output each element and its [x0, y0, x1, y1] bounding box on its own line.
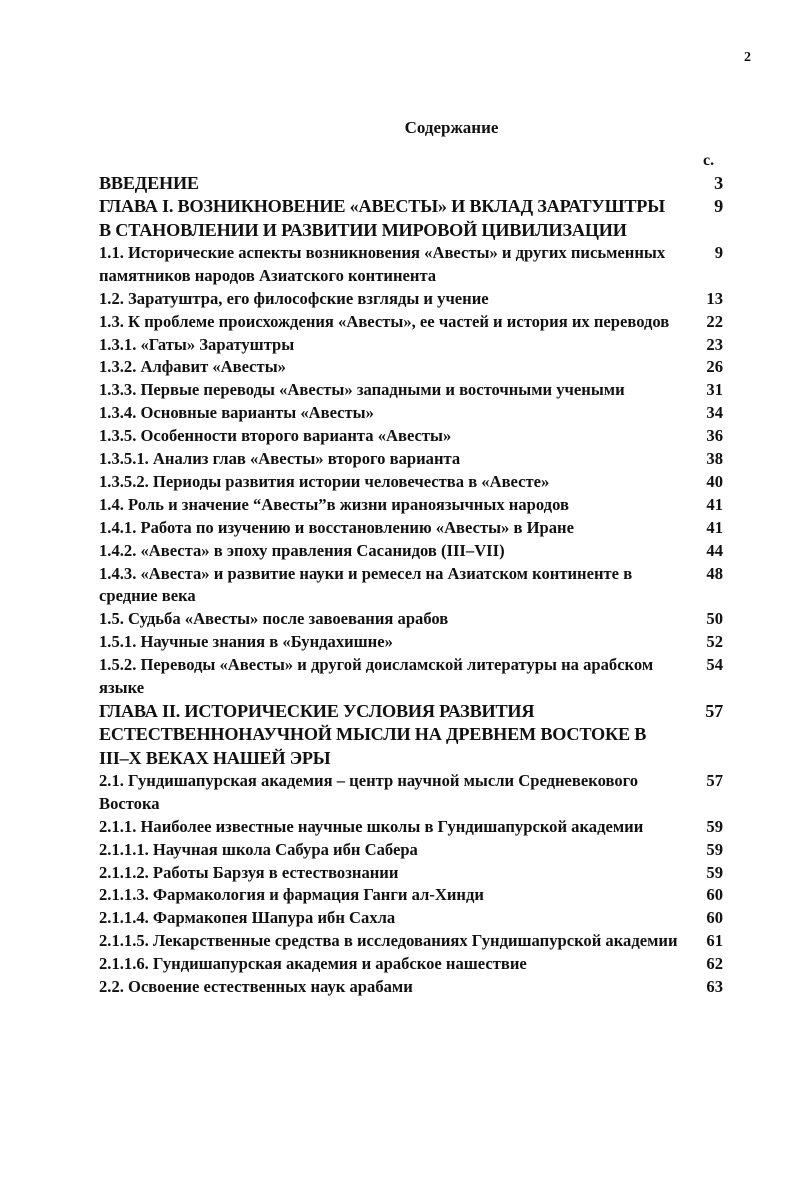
toc-entry [99, 930, 723, 953]
toc-entry [99, 471, 723, 494]
toc-entry [99, 839, 723, 862]
toc-entry-title: ГЛАВА II. ИСТОРИЧЕСКИЕ УСЛОВИЯ РАЗВИТИЯ ЕСТЕСТВЕННОНАУЧНОЙ МЫСЛИ НА ДРЕВНЕМ ВОСТОКЕ В III–X ВЕКАХ НАШЕЙ ЭРЫ [99, 701, 647, 768]
toc-entry [99, 608, 723, 631]
toc-entry [99, 311, 723, 334]
toc-entry [99, 770, 723, 816]
toc-entry [99, 517, 723, 540]
toc-entry-page: 59 [706, 839, 723, 859]
toc-entry-page: 60 [706, 908, 723, 928]
toc-entry-title: 1.2. Заратуштра, его философские взгляды и учение [99, 288, 489, 308]
toc-entry-title: 1.5. Судьба «Авесты» после завоевания арабов [99, 609, 449, 629]
toc-entry-title: 1.3.5.1. Анализ глав «Авесты» второго варианта [99, 449, 461, 469]
toc-entry-page: 60 [706, 885, 723, 905]
toc-entry-page: 52 [706, 632, 723, 652]
toc-entry-title: 1.3.5.2. Периоды развития истории человечества в «Авесте» [99, 471, 550, 491]
toc-entry [99, 494, 723, 517]
toc-entry-page: 26 [706, 357, 723, 377]
toc-entry [99, 334, 723, 357]
toc-entry-page: 36 [706, 426, 723, 446]
toc-entry-title: 2.1. Гундишапурская академия – центр научной мысли Средневекового Востока [99, 770, 639, 813]
toc-entry [99, 288, 723, 311]
toc-entry-page: 44 [706, 540, 723, 560]
page-title: Содержание [404, 118, 499, 137]
toc-entry-page: 40 [706, 471, 723, 491]
toc-entry-page: 22 [706, 311, 723, 331]
toc-entry-page: 13 [706, 288, 723, 308]
toc-chapter-entry [99, 700, 723, 770]
toc-entry-title: 2.1.1.3. Фармакология и фармация Ганги ал-Хинди [99, 885, 484, 905]
toc-entry-page: 59 [706, 862, 723, 882]
toc-entry-page: 41 [706, 517, 723, 537]
toc-entry-title: 1.4. Роль и значение “Авесты”в жизни ираноязычных народов [99, 494, 569, 514]
toc-entry-title: 1.4.2. «Авеста» в эпоху правления Сасанидов (III–VII) [99, 540, 505, 560]
table-of-contents [99, 172, 723, 999]
toc-entry [99, 976, 723, 999]
toc-entry [99, 356, 723, 379]
toc-entry [99, 448, 723, 471]
toc-entry-page: 63 [706, 977, 723, 997]
toc-entry-page: 61 [706, 931, 723, 951]
toc-entry-title: 1.5.1. Научные знания в «Бундахишне» [99, 632, 393, 652]
toc-entry-title: 1.3.1. «Гаты» Заратуштры [99, 334, 295, 354]
page-column-header: с. [703, 152, 715, 169]
toc-chapter-entry [99, 172, 723, 195]
toc-entry-page: 9 [714, 196, 723, 217]
toc-entry [99, 862, 723, 885]
toc-entry-title: 1.3.2. Алфавит «Авесты» [99, 357, 286, 377]
toc-entry-title: 1.1. Исторические аспекты возникновения «Авесты» и других письменных памятников народов Азиатского континента [99, 242, 666, 285]
toc-entry-page: 3 [714, 173, 723, 193]
toc-entry [99, 953, 723, 976]
toc-entry-title: 2.1.1.6. Гундишапурская академия и арабское нашествие [99, 954, 527, 974]
toc-entry [99, 816, 723, 839]
toc-entry-title: 1.3. К проблеме происхождения «Авесты», ее частей и история их переводов [99, 311, 670, 331]
toc-entry [99, 884, 723, 907]
toc-entry-title: 1.4.3. «Авеста» и развитие науки и ремесел на Азиатском континенте в средние века [99, 563, 633, 606]
toc-entry-page: 38 [706, 449, 723, 469]
toc-entry [99, 242, 723, 288]
toc-entry-page: 41 [706, 494, 723, 514]
toc-entry-page: 54 [706, 655, 723, 675]
toc-entry-title: 1.3.4. Основные варианты «Авесты» [99, 403, 374, 423]
toc-entry [99, 654, 723, 700]
toc-entry-page: 9 [714, 242, 723, 262]
toc-entry [99, 379, 723, 402]
toc-entry-title: 1.5.2. Переводы «Авесты» и другой доисламской литературы на арабском языке [99, 655, 654, 698]
toc-entry-title: 2.1.1. Наиболее известные научные школы в Гундишапурской академии [99, 816, 644, 836]
toc-entry [99, 907, 723, 930]
toc-entry-title: 2.1.1.5. Лекарственные средства в исследованиях Гундишапурской академии [99, 931, 678, 951]
toc-entry-title: 2.1.1.2. Работы Барзуя в естествознании [99, 862, 399, 882]
toc-entry-title: ГЛАВА I. ВОЗНИКНОВЕНИЕ «АВЕСТЫ» И ВКЛАД ЗАРАТУШТРЫ В СТАНОВЛЕНИИ И РАЗВИТИИ МИРОВОЙ ЦИВИЛИЗАЦИИ [99, 196, 665, 240]
toc-entry [99, 563, 723, 609]
toc-entry-page: 31 [706, 380, 723, 400]
toc-entry-title: ВВЕДЕНИЕ [99, 173, 199, 193]
toc-chapter-entry [99, 195, 723, 242]
toc-entry [99, 540, 723, 563]
toc-entry-page: 59 [706, 816, 723, 836]
toc-entry-page: 48 [706, 563, 723, 583]
toc-entry-title: 2.2. Освоение естественных наук арабами [99, 977, 413, 997]
toc-entry-title: 1.4.1. Работа по изучению и восстановлению «Авесты» в Иране [99, 517, 574, 537]
toc-entry-page: 23 [706, 334, 723, 354]
toc-entry-page: 62 [706, 954, 723, 974]
toc-entry [99, 425, 723, 448]
toc-entry-page: 50 [706, 609, 723, 629]
toc-entry-title: 2.1.1.4. Фармакопея Шапура ибн Сахла [99, 908, 396, 928]
toc-entry-title: 1.3.5. Особенности второго варианта «Авесты» [99, 426, 452, 446]
toc-entry-title: 2.1.1.1. Научная школа Сабура ибн Сабера [99, 839, 418, 859]
page-number: 2 [744, 50, 751, 65]
toc-entry [99, 631, 723, 654]
toc-entry-page: 57 [706, 770, 723, 790]
toc-entry [99, 402, 723, 425]
toc-entry-title: 1.3.3. Первые переводы «Авесты» западными и восточными учеными [99, 380, 625, 400]
toc-entry-page: 57 [705, 701, 723, 722]
toc-entry-page: 34 [706, 403, 723, 423]
